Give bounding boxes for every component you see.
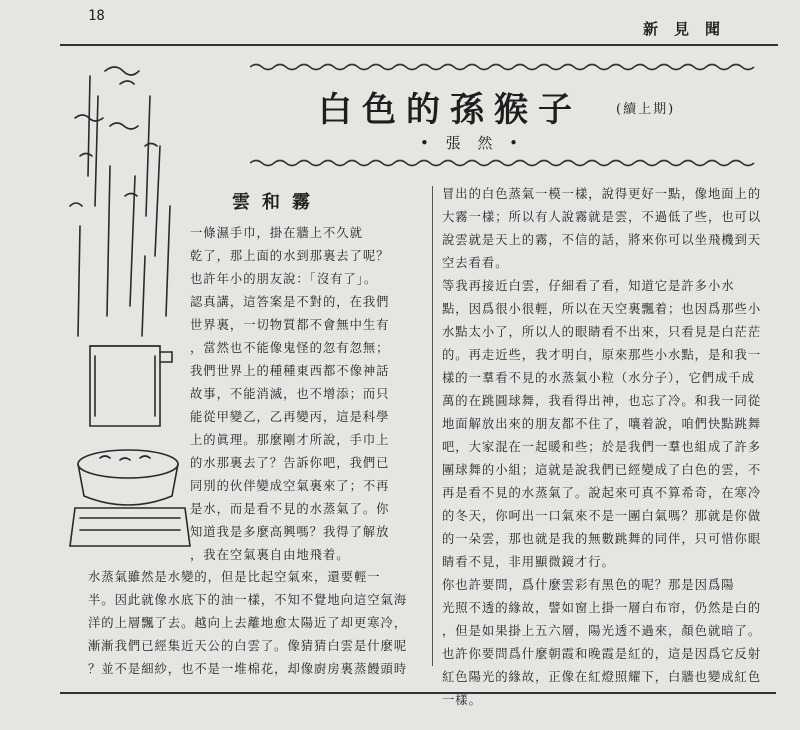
- continued-note: (續上期): [616, 102, 676, 117]
- text-line: 的。再走近些，我才明白，原來那些小水點，是和我一: [442, 348, 762, 362]
- text-line: ？並不是細紗，也不是一堆棉花，却像廚房裏蒸饅頭時: [88, 662, 408, 676]
- text-line: 大霧一樣；所以有人說霧就是雲，不過低了些，也可以: [442, 210, 762, 224]
- magazine-title: 新見聞: [642, 20, 736, 38]
- text-line: 空去看看。: [442, 256, 509, 270]
- text-line: 冒出的白色蒸氣一模一樣，說得更好一點，像地面上的: [442, 187, 762, 201]
- text-line: 故事，不能消滅，也不增添；而只: [190, 387, 390, 401]
- bottom-rule: [60, 692, 776, 694]
- text-line: 吧，大家混在一起暖和些；於是我們一羣也組成了許多: [442, 440, 762, 454]
- text-line: 再是看不見的水蒸氣了。說起來可真不算希奇，在寒冷: [442, 486, 762, 500]
- text-line: 說雲就是天上的霧，不信的話，將來你可以坐飛機到天: [442, 233, 762, 247]
- text-line: 光照不透的緣故，譬如窗上掛一層白布帘，仍然是白的: [442, 601, 762, 615]
- text-line: 水蒸氣雖然是水變的，但是比起空氣來，還要輕一: [88, 570, 381, 584]
- text-line: 紅色陽光的緣故，正像在紅燈照耀下，白牆也變成紅色: [442, 670, 762, 684]
- text-line: 能從甲變乙，乙再變丙，這是科學: [190, 410, 390, 424]
- text-line: 乾了，那上面的水到那裏去了呢？: [190, 249, 390, 263]
- text-line: 半。因此就像水底下的油一樣，不知不覺地向這空氣海: [88, 593, 408, 607]
- text-line: 樣的一羣看不見的水蒸氣小粒（水分子），它們成千成: [442, 371, 755, 385]
- article-title: 白色的孫猴子: [318, 90, 582, 130]
- text-line: 也許你要問爲什麼朝霞和晚霞是紅的，這是因爲它反射: [442, 647, 762, 661]
- text-line: 一樣。: [442, 693, 482, 707]
- text-line: 同別的伙伴變成空氣裏來了；不再: [190, 479, 390, 493]
- text-line: 我們世界上的種種東西都不像神話: [190, 364, 390, 378]
- text-line: 漸漸我們已經集近天公的白雲了。像猜猜白雲是什麼呢: [88, 639, 408, 653]
- author-name: • 張 然 •: [420, 134, 524, 152]
- steaming-pot-illustration: [50, 56, 200, 566]
- text-line: 點，因爲很小很輕，所以在天空裏飄着；也因爲那些小: [442, 302, 762, 316]
- text-line: 認真講，這答案是不對的，在我們: [190, 295, 390, 309]
- text-line: 等我再接近白雲，仔細看了看，知道它是許多小水: [442, 279, 735, 293]
- left-column-text: [190, 222, 389, 567]
- text-line: 一條濕手巾，掛在牆上不久就: [190, 226, 363, 240]
- text-line: 地面解放出來的朋友都不住了，嚷着說，咱們快點跳舞: [442, 417, 762, 431]
- column-separator: [432, 186, 433, 666]
- bottom-column-text: [88, 566, 407, 681]
- title-top-wavy-rule: [250, 62, 760, 72]
- text-line: 上的眞理。那麼剛才所說，手巾上: [190, 433, 390, 447]
- text-line: 水點太小了，所以人的眼睛看不出來，只看見是白茫茫: [442, 325, 762, 339]
- text-line: 團球舞的小組；這就是說我們已經變成了白色的雲，不: [442, 463, 762, 477]
- title-bottom-wavy-rule: [250, 158, 760, 168]
- text-line: 的冬天，你呵出一口氣來不是一團白氣嗎？那就是你做: [442, 509, 762, 523]
- text-line: 睛看不見，非用顯微鏡才行。: [442, 555, 615, 569]
- text-line: 萬的在跳圓球舞，我看得出神，也忘了冷。和我一同從: [442, 394, 762, 408]
- text-line: 是水，而是看不見的水蒸氣了。你: [190, 502, 390, 516]
- text-line: 的一朵雲，那也就是我的無數跳舞的同伴，只可惜你眼: [442, 532, 762, 546]
- top-rule: [60, 44, 778, 46]
- text-line: 世界裏，一切物質都不會無中生有: [190, 318, 390, 332]
- text-line: 知道我是多麼高興嗎？我得了解放: [190, 525, 390, 539]
- text-line: 的水那裏去了？告訴你吧，我們已: [190, 456, 390, 470]
- right-column-text: [442, 183, 761, 712]
- section-title: 雲和霧: [232, 192, 322, 213]
- page-number: 18: [88, 8, 105, 24]
- text-line: ，但是如果掛上五六層，陽光透不過來，顏色就暗了。: [442, 624, 762, 638]
- text-line: ，當然也不能像鬼怪的忽有忽無；: [190, 341, 390, 355]
- text-line: ，我在空氣裏自由地飛着。: [190, 548, 350, 562]
- text-line: 你也許要問，爲什麼雲彩有黑色的呢？那是因爲陽: [442, 578, 735, 592]
- text-line: 洋的上層飄了去。越向上去離地愈太陽近了却更寒冷，: [88, 616, 408, 630]
- text-line: 也許年小的朋友說：「沒有了」。: [190, 272, 378, 286]
